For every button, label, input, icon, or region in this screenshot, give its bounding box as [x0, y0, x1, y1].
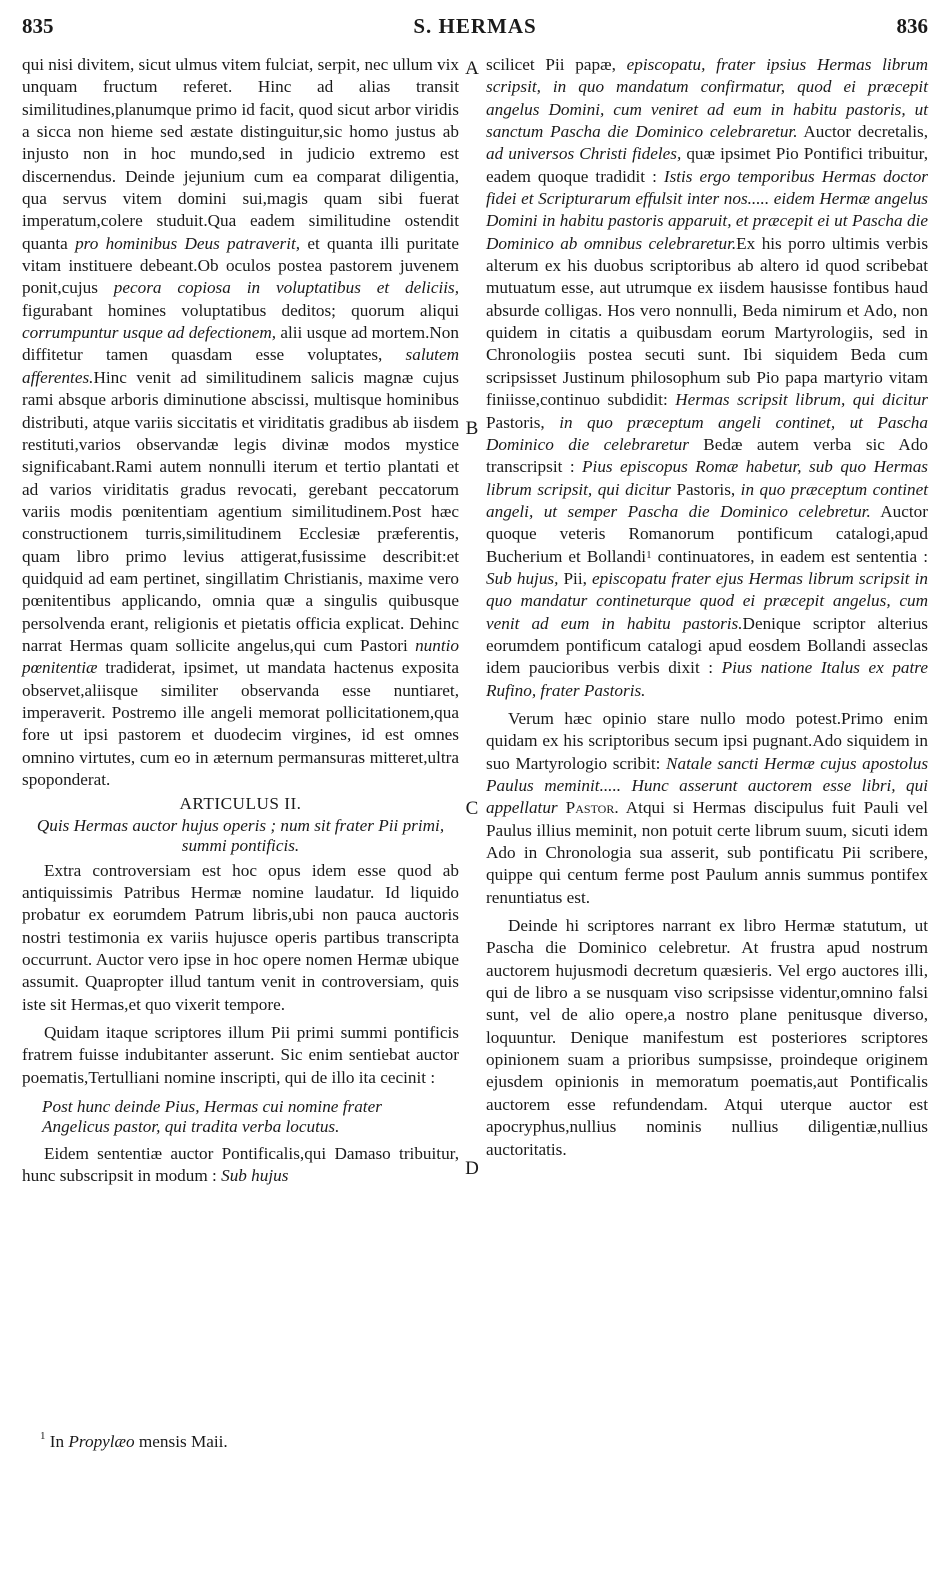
verse-line: Angelicus pastor, qui tradita verba locutus. — [42, 1117, 340, 1137]
margin-marker-b: B — [465, 418, 479, 439]
footnote-ref: 1 — [646, 548, 652, 561]
paragraph: Extra controversiam est hoc opus idem esse quod ab antiquissimis Patribus Hermæ nomine laudatur. Id liquido probatur ex eorumdem Patrum libris,ubi non pauca auctoris nostri testimonia ex variis hujusce operis partibus transcripta occurrunt. Auctor vero ipse in hoc opere nomen Hermæ ubique assumit. Quapropter illud tantum venit in controversiam, quis iste sit Hermas,et quo vixerit tempore. — [22, 860, 459, 1014]
right-column — [486, 54, 928, 1161]
footnote: $^1$ In Propylæo mensis Maii. — [40, 1430, 228, 1451]
article-subtitle: Quis Hermas auctor hujus operis ; num sit frater Pii primi, summi pontificis. — [36, 815, 445, 855]
running-header — [22, 14, 928, 44]
paragraph: Quidam itaque scriptores illum Pii primi summi pontificis fratrem fuisse indubitanter asserunt. Sic enim sentiebat auctor poematis,Tertulliani nomine inscripti, qui de illo ita cecinit : — [22, 1023, 459, 1087]
page-number-left: 835 — [22, 14, 54, 38]
verse-line: Post hunc deinde Pius, Hermas cui nomine frater — [42, 1097, 382, 1117]
paragraph: Verum hæc opinio stare nullo modo potest.Primo enim quidam ex his scriptoribus secum ipsi pugnant.Ado siquidem in suo Martyrologio scribit: Natale sancti Hermæ cujus apostolus Paulus meminit..... Hunc asserunt auctorem esse libri, qui appellatur Pastor. Atqui si Hermas discipulus fuit Pauli vel Paulus illius meminit, non potuit certe librum suum, sicuti idem Ado in Chronologia sua asserit, sub pontificatu Pii scribere, quippe qui centum ferme post Paulum annis summus pontifex renuntiatus est. — [486, 708, 929, 907]
page-number-right: 836 — [896, 14, 928, 38]
paragraph: qui nisi divitem, sicut ulmus vitem fulciat, serpit, nec ullum vix unquam fructum referet. Hinc ad alias transit similitudines,planumque primo id facit, quod sicut arbor viridis a sicca non hieme sed æstate distinguitur,sic homo justus ab injusto non in hoc mundo,sed in judicio extremo est discernendus. Deinde jejunium cum ea comparat diligentia, qua servus vitem domini sui,magis quam sibi fuerat imperatum,colere studuit.Qua eadem similitudine ostendit quanta pro hominibus Deus patraverit, et quanta illi puritate vitam instituere debeant.Ob oculos postea pastorem juvenem ponit,cujus pecora copiosa in voluptatibus et deliciis, figurabant homines voluptatibus deditos; quorum aliqui corrumpuntur usque ad defectionem, alii usque ad mortem.Non diffitetur tamen quasdam esse voluptates, salutem afferentes.Hinc venit ad similitudinem salicis magnæ cujus rami absque arboris diminutione abscissi, multisque hominibus distributi, atque variis siccitatis et viriditatis gradibus ab iisdem restituti,varios observandæ legis divinæ modos mystice significabant.Rami autem nonnulli iterum et tertio plantati et ad varios viriditatis gradus revocati, gerebant peccatorum variis modis pœnitentiam agentium similitudinem.Post hæc constructionem turris,similitudinem Ecclesiæ præferentis, quam libro primo levius attigerat,fusissime describit:et quidquid ad eam pertinet, singillatim Christianis, maxime vero pœnitentibus applicando, omnia quæ a singulis quibusque persolvenda erant, religionis et pietatis officia explicat. Dehinc narrat Hermas quam sollicite angelus,qui cum Pastori nuntio pœnitentiæ tradiderat, ipsimet, ut mandata hactenus exposita observet,aliisque similiter observanda esse nuntiaret, imperaverit. Postremo ille angeli memorat pollicitationem,qua fore ut ipsi pastorem et duodecim virgines, id est omnes omnino virtutes, cum eo in æternum permansuras mitteret,ultra spoponderat. — [22, 55, 459, 789]
left-column — [22, 54, 459, 1188]
paragraph: Eidem sententiæ auctor Pontificalis,qui Damaso tribuitur, hunc subscripsit in modum : Sub hujus — [22, 1144, 459, 1186]
article-heading: ARTICULUS II. — [179, 794, 302, 814]
verse-quote — [42, 1097, 459, 1137]
margin-marker-a: A — [465, 58, 479, 79]
paragraph: Deinde hi scriptores narrant ex libro Hermæ statutum, ut Pascha die Dominico celebretur. At frustra apud nostrum auctorem hujusmodi decretum quæsieris. Vel ergo auctores illi, qui de libro a se nusquam viso scripsisse videntur,omnino falsi sunt, vel de alio opere,a nostro plane penitusque diverso, loquuntur. Denique manifestum est posteriores scriptores opinionem suam a prioribus sumpsisse, proindeque originem ejusdem opinionis in memoratum poematis,aut Pontificalis auctorem esse refundendam. Atqui uterque auctor est apocryphus,nullius nominis nullius diligentiæ,nullius auctoritatis. — [486, 916, 928, 1159]
margin-marker-d: D — [465, 1158, 479, 1179]
paragraph: scilicet Pii papæ, episcopatu, frater ipsius Hermas librum scripsit, in quo mandatum confirmatur, quod ei præcepit angelus Domini, cum veniret ad eum in habitu pastoris, ut sanctum Pascha die Dominico celebraretur. Auctor decretalis, ad universos Christi fideles, quæ ipsimet Pio Pontifici tribuitur, eadem quoque tradidit : Istis ergo temporibus Hermas doctor fidei et Scripturarum effulsit inter nos..... eidem Hermæ angelus Domini in habitu pastoris apparuit, et præcepit ei ut Pascha die Dominico ab omnibus celebraretur.Ex his porro ultimis verbis alterum ex his duobus scriptoribus ab altero id quod scribebat mutuatum esse, aut utrumque ex iisdem hausisse fontibus haud absurde colligas. Hos vero nonnulli, Beda nimirum et Ado, non quidem in citatis a quibusdam eorum Martyrologiis, sed in Chronologiis postea secuti sunt. Ibi siquidem Beda cum scripsisset Justinum philosophum sub Pio papa martyrio vitam finiisse,continuo subdidit: Hermas scripsit librum, qui dicitur Pastoris, in quo præceptum angeli continet, ut Pascha Dominico die celebraretur Bedæ autem verba sic Ado transcripsit : Pius episcopus Romæ habetur, sub quo Hermas librum scripsit, qui dicitur Pastoris, in quo præceptum continet angeli, ut semper Pascha die Dominico celebretur. Auctor quoque veteris Romanorum pontificum catalogi,apud Bucherium et Bollandi$^1$ continuatores, in eadem est sententia : Sub hujus, Pii, episcopatu frater ejus Hermas librum scripsit in quo mandatur contineturque quod ei præcepit angelus, cum venit ad eum in habitu pastoris.Denique scriptor alterius eorumdem pontificum catalogi apud eosdem Bollandi asseclas idem paucioribus verbis dixit : Pius natione Italus ex patre Rufino, frater Pastoris. — [486, 55, 929, 700]
running-title: S. HERMAS — [413, 14, 537, 38]
footnote-number: 1 — [40, 1430, 46, 1442]
margin-marker-c: C — [465, 798, 479, 819]
